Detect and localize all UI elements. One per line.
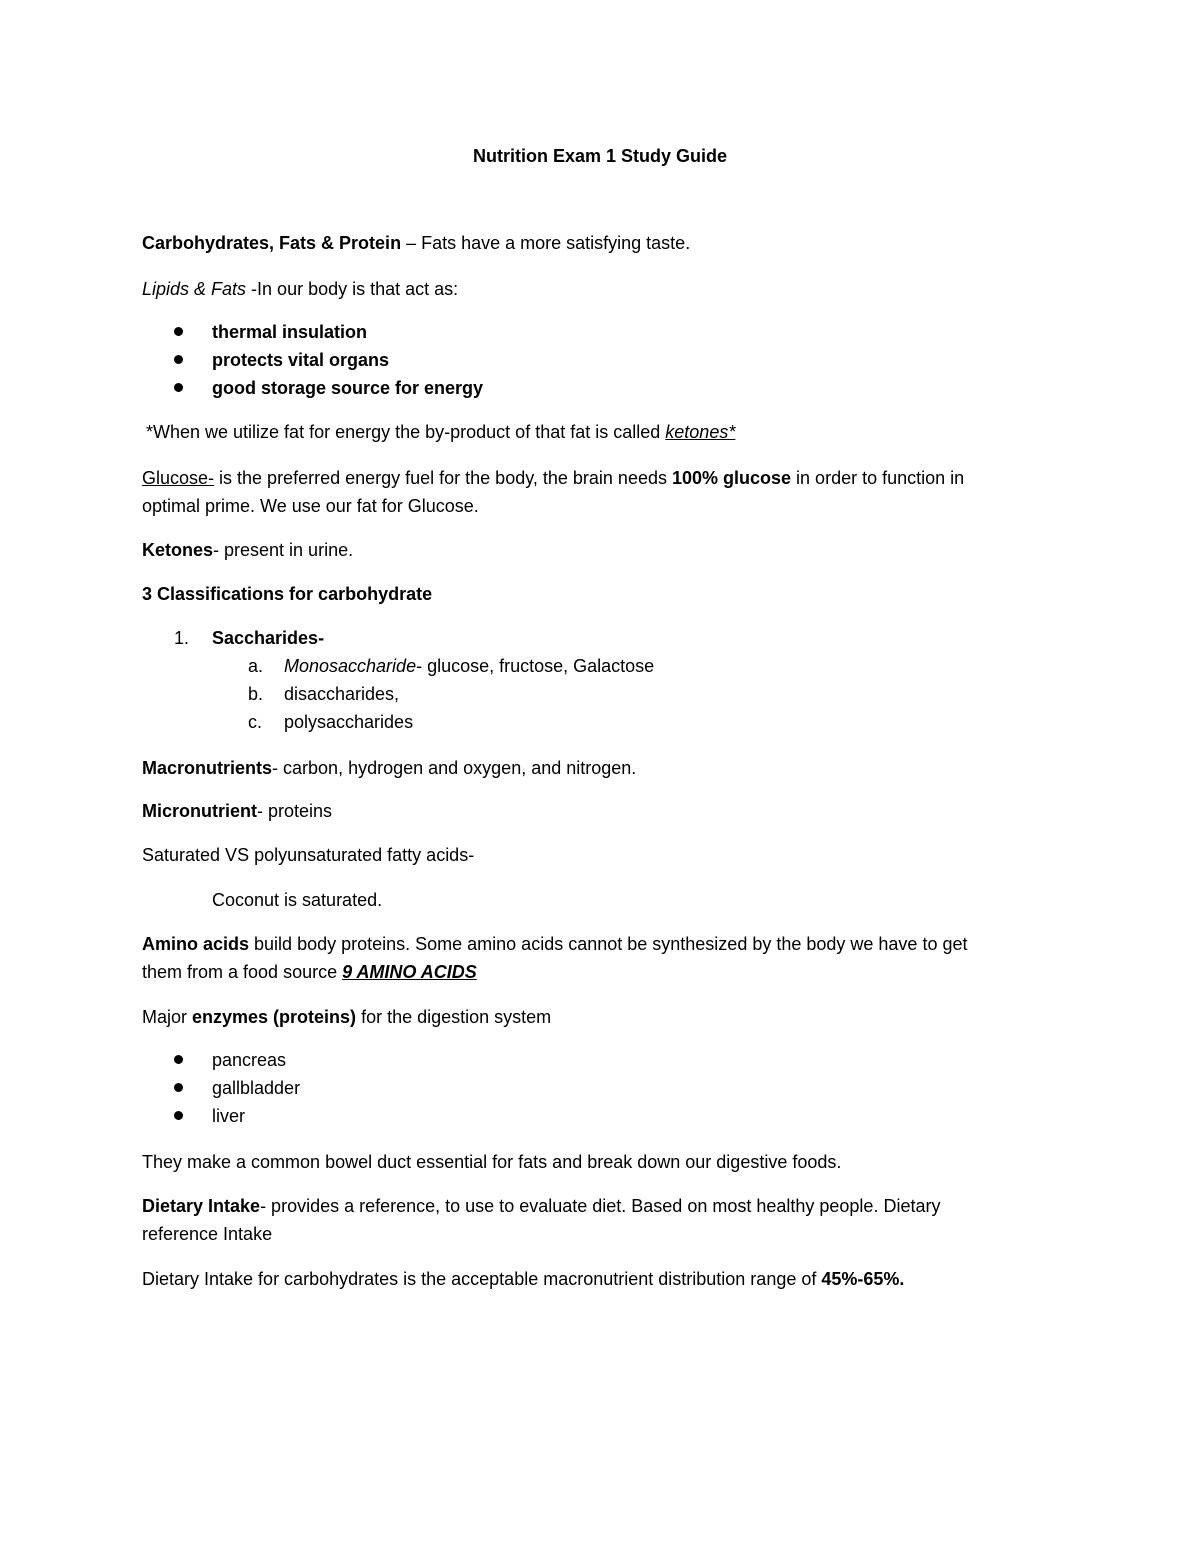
list-item: thermal insulation [212, 322, 368, 342]
list-item-text: - glucose, fructose, Galactose [416, 656, 655, 676]
list-letter: b. [248, 684, 264, 704]
paragraph-macronutrients [142, 754, 1062, 782]
macronutrients-heading: Macronutrients [142, 758, 273, 778]
micronutrient-heading: Micronutrient [142, 801, 257, 821]
ketones-heading: Ketones [142, 540, 214, 560]
glucose-heading: Glucose- [142, 468, 215, 488]
ketones-text: - present in urine. [213, 540, 354, 560]
macros-text: – Fats have a more satisfying taste. [401, 233, 691, 253]
list-letter: a. [248, 656, 264, 676]
ketones-term: ketones* [665, 422, 736, 442]
paragraph-macros [142, 229, 1062, 257]
list-item: polysaccharides [284, 712, 414, 732]
paragraph-dietary-carbs [142, 1265, 1062, 1293]
paragraph-glucose [142, 464, 1062, 520]
paragraph-ketones [142, 536, 1062, 564]
bullet-icon [174, 327, 183, 336]
glucose-text-3: optimal prime. We use our fat for Glucose. [142, 496, 479, 516]
enzymes-text-2: for the digestion system [356, 1007, 552, 1027]
bullet-icon [174, 1055, 183, 1064]
paragraph-dietary-intake [142, 1192, 1062, 1248]
macros-heading: Carbohydrates, Fats & Protein [142, 233, 402, 253]
list-item: gallbladder [212, 1078, 301, 1098]
paragraph-coconut: Coconut is saturated. [212, 890, 383, 910]
glucose-text-1: is the preferred energy fuel for the body, the brain needs [214, 468, 672, 488]
micronutrient-text: - proteins [257, 801, 333, 821]
list-letter: c. [248, 712, 263, 732]
paragraph-bowel: They make a common bowel duct essential for fats and break down our digestive foods. [142, 1152, 842, 1172]
glucose-text-2: in order to function in [791, 468, 965, 488]
list-item [284, 652, 654, 680]
bullet-icon [174, 383, 183, 392]
glucose-emphasis: 100% glucose [671, 468, 792, 488]
amino-text-1: build body proteins. Some amino acids cannot be synthesized by the body we have to get [249, 934, 968, 954]
list-item: good storage source for energy [212, 378, 484, 398]
ketones-note-text: *When we utilize fat for energy the by-product of that fat is called [146, 422, 666, 442]
amino-heading: Amino acids [142, 934, 250, 954]
page-title: Nutrition Exam 1 Study Guide [472, 146, 728, 166]
paragraph-classifications: 3 Classifications for carbohydrate [142, 584, 433, 604]
list-item: pancreas [212, 1050, 287, 1070]
monosaccharide-term: Monosaccharide [284, 656, 417, 676]
enzymes-emphasis: enzymes (proteins) [192, 1007, 357, 1027]
paragraph-enzymes [142, 1003, 1062, 1031]
amino-text-2: them from a food source [142, 962, 343, 982]
dietary-text-2: reference Intake [142, 1224, 273, 1244]
bullet-icon [174, 1083, 183, 1092]
dietary-text-1: - provides a reference, to use to evaluate diet. Based on most healthy people. Dietary [260, 1196, 941, 1216]
macronutrients-text: - carbon, hydrogen and oxygen, and nitrogen. [272, 758, 637, 778]
list-item: liver [212, 1106, 246, 1126]
dietary-carbs-range: 45%-65%. [821, 1269, 905, 1289]
paragraph-amino-acids [142, 930, 1062, 986]
list-item: disaccharides, [284, 684, 400, 704]
dietary-heading: Dietary Intake [142, 1196, 261, 1216]
paragraph-fatty-acids: Saturated VS polyunsaturated fatty acids- [142, 845, 475, 865]
list-item: protects vital organs [212, 350, 390, 370]
saccharides-label: Saccharides- [212, 628, 325, 648]
amino-count: 9 AMINO ACIDS [342, 962, 477, 982]
paragraph-micronutrient [142, 797, 1062, 825]
paragraph-ketones-note [146, 418, 1066, 446]
bullet-icon [174, 355, 183, 364]
dietary-carbs-text: Dietary Intake for carbohydrates is the acceptable macronutrient distribution range of [142, 1269, 822, 1289]
paragraph-lipids [142, 275, 1062, 303]
lipids-heading: Lipids & Fats [142, 279, 247, 299]
lipids-text: -In our body is that act as: [246, 279, 459, 299]
bullet-icon [174, 1111, 183, 1120]
list-number: 1. [174, 628, 190, 648]
enzymes-text-1: Major [142, 1007, 193, 1027]
